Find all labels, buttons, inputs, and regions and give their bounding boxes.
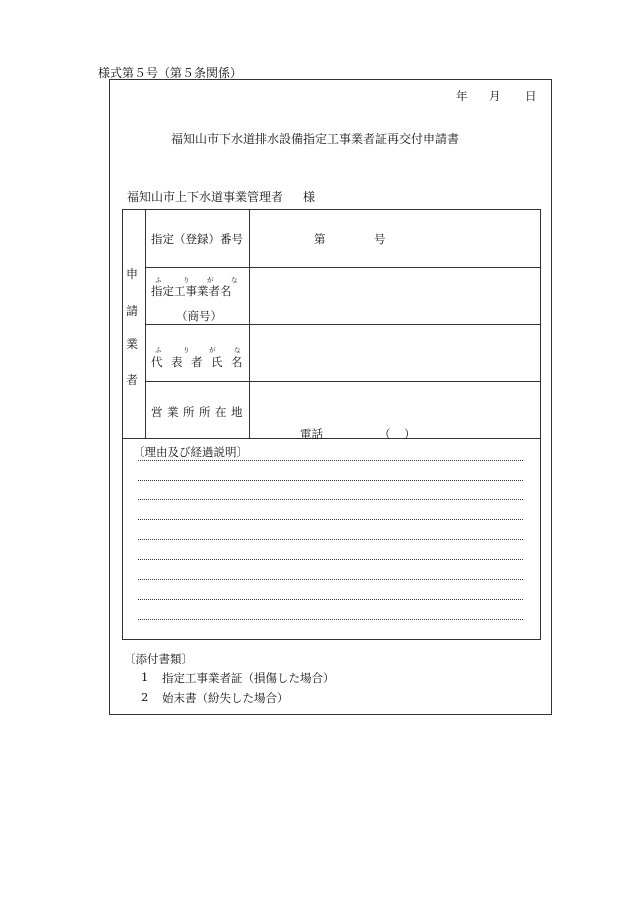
rep-furigana-3: が [209, 346, 216, 354]
reason-line-5 [138, 539, 523, 540]
rep-label-char-4: 氏 [211, 355, 223, 369]
applicant-side-char-3: 業 [126, 337, 139, 351]
company-furigana-3: が [207, 276, 214, 284]
company-trade-name-label: （商号） [176, 309, 222, 323]
rep-label-char-3: 者 [191, 355, 203, 369]
table-row-line-1 [145, 267, 541, 268]
phone-paren-open: （ [379, 427, 391, 441]
office-label-char-5: 在 [215, 405, 227, 419]
company-furigana-4: な [231, 276, 238, 284]
office-label-char-2: 業 [167, 405, 179, 419]
office-label-char-1: 営 [151, 405, 163, 419]
attachment-1-number: 1 [141, 670, 149, 684]
attachment-1-text: 指定工事業者証（損傷した場合） [162, 671, 335, 685]
form-number-label: 様式第５号（第５条関係） [98, 66, 243, 80]
reason-label: 〔理由及び経過説明〕 [133, 445, 248, 459]
phone-label: 電話 [300, 427, 323, 441]
reason-line-3 [138, 499, 523, 500]
table-row-line-2 [145, 324, 541, 325]
applicant-side-char-1: 申 [126, 267, 139, 281]
registration-dai-label: 第 [314, 232, 326, 246]
table-row-line-4 [122, 438, 541, 439]
phone-paren-close: ） [404, 427, 416, 441]
date-year-label: 年 [456, 89, 468, 103]
applicant-side-char-4: 者 [126, 373, 139, 387]
company-name-label: 指定工事業者名 [151, 284, 232, 298]
reason-line-2 [138, 480, 523, 481]
date-month-label: 月 [489, 89, 501, 103]
addressee-honorific: 様 [303, 190, 316, 204]
rep-furigana-1: ふ [155, 346, 162, 354]
rep-label-char-1: 代 [151, 355, 163, 369]
rep-label-char-2: 表 [171, 355, 183, 369]
rep-furigana-2: り [183, 346, 190, 354]
company-furigana-2: り [183, 276, 190, 284]
reason-line-7 [138, 579, 523, 580]
document-title: 福知山市下水道排水設備指定工事業者証再交付申請書 [170, 132, 459, 146]
attachment-2-number: 2 [141, 690, 149, 704]
registration-go-label: 号 [374, 232, 386, 246]
registration-number-label: 指定（登録）番号 [151, 232, 243, 246]
reason-line-8 [138, 599, 523, 600]
office-label-char-3: 所 [183, 405, 195, 419]
office-label-char-6: 地 [231, 405, 243, 419]
date-day-label: 日 [525, 89, 537, 103]
reason-line-4 [138, 519, 523, 520]
applicant-side-char-2: 請 [126, 304, 139, 318]
addressee-name: 福知山市上下水道事業管理者 [127, 190, 284, 204]
table-row-line-3 [145, 381, 541, 382]
reason-line-1 [138, 460, 523, 461]
reason-line-6 [138, 559, 523, 560]
rep-furigana-4: な [234, 346, 241, 354]
office-label-char-4: 所 [199, 405, 211, 419]
attachments-heading: 〔添付書類〕 [124, 652, 193, 666]
reason-line-9 [138, 619, 523, 620]
attachment-2-text: 始末書（紛失した場合） [162, 691, 289, 705]
company-furigana-1: ふ [155, 276, 162, 284]
applicant-table [122, 209, 541, 640]
rep-label-char-5: 名 [231, 355, 243, 369]
